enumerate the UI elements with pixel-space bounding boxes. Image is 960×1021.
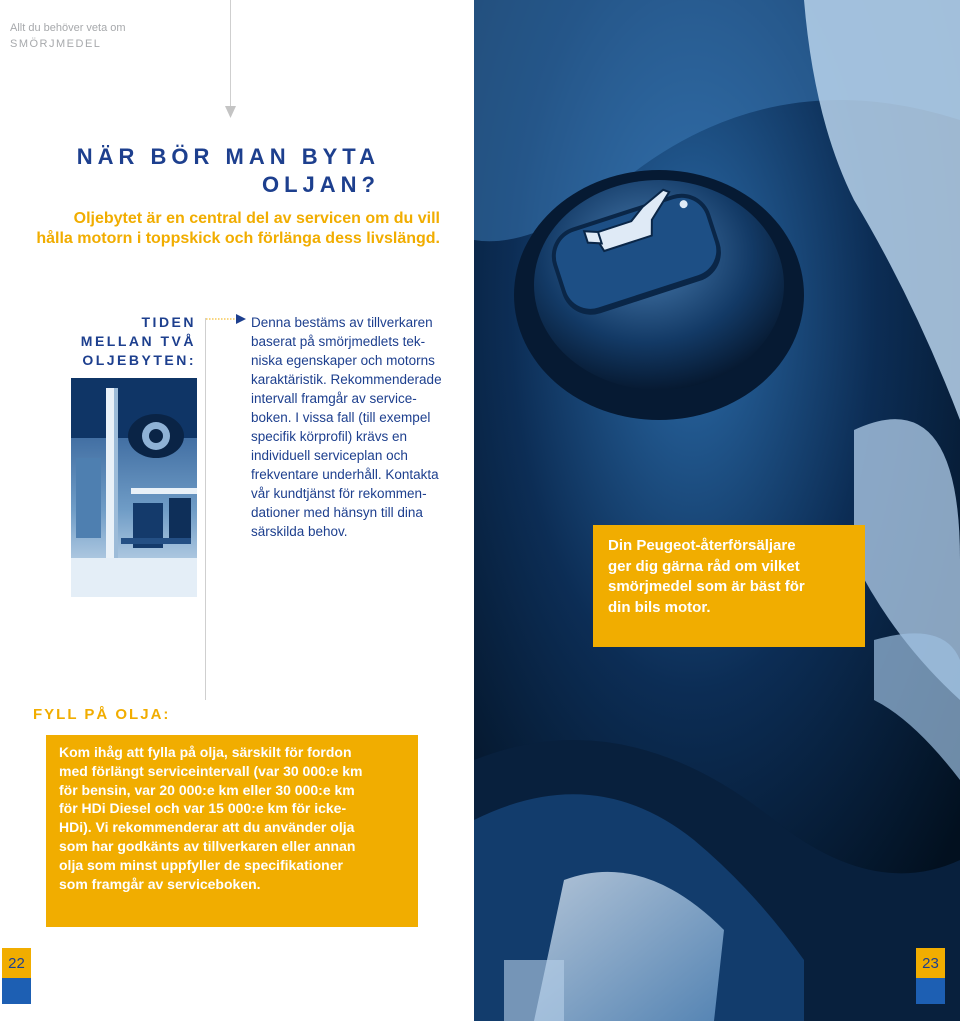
heading-line: OLJEBYTEN: — [82, 352, 196, 368]
box-line: med förlängt serviceintervall (var 30 000:e km — [59, 762, 363, 779]
box-line: olja som minst uppfyller de specifikationer — [59, 856, 343, 873]
body-line: specifik körprofil) krävs en — [251, 429, 408, 444]
page-number-text: 23 — [916, 948, 945, 978]
running-header — [10, 20, 126, 52]
header-line-2: SMÖRJMEDEL — [10, 38, 102, 50]
body-line: karaktäristik. Rekommenderade — [251, 372, 442, 387]
section-heading-top-up: FYLL PÅ OLJA: — [33, 706, 171, 723]
body-line: baserat på smörjmedlets tek- — [251, 334, 426, 349]
page-number-right — [916, 948, 945, 1004]
page-tab-blue — [916, 978, 945, 1004]
section-heading-interval — [40, 313, 196, 370]
arrow-down-icon — [225, 106, 236, 119]
callout-line: smörjmedel som är bäst för — [608, 578, 805, 595]
box-line: för HDi Diesel och var 15 000:e km för icke- — [59, 800, 347, 817]
section-divider-line — [205, 318, 206, 700]
garage-lift-photo — [71, 378, 197, 597]
body-line: särskilda behov. — [251, 524, 348, 539]
box-line: för bensin, var 20 000:e km eller 30 000:e km — [59, 781, 355, 798]
body-line: niska egenskaper och motorns — [251, 353, 435, 368]
title-line-2: OLJAN? — [262, 172, 380, 197]
intro-text — [20, 209, 440, 249]
callout-line: Din Peugeot-återförsäljare — [608, 537, 796, 554]
header-line-1: Allt du behöver veta om — [10, 22, 126, 34]
engine-oil-cap-photo — [474, 0, 960, 1021]
box-line: som har godkänts av tillverkaren eller annan — [59, 837, 356, 854]
callout-line: din bils motor. — [608, 598, 711, 616]
box-line: HDi). Vi rekommenderar att du använder olja — [59, 819, 355, 836]
page-number-left — [2, 948, 31, 1004]
section-body-interval — [251, 313, 466, 541]
page-title — [20, 143, 380, 199]
arrow-right-icon — [204, 312, 246, 326]
callout-line: ger dig gärna råd om vilket — [608, 557, 800, 575]
heading-line: MELLAN TVÅ — [80, 333, 196, 349]
intro-line-1: Oljebytet är en central del av servicen om du vill — [73, 210, 440, 227]
intro-line-2: hålla motorn i toppskick och förlänga dess livslängd. — [36, 230, 440, 247]
top-up-info-box — [46, 735, 418, 927]
heading-line: TIDEN — [141, 314, 196, 330]
body-line: boken. I vissa fall (till exempel — [251, 410, 431, 425]
body-line: individuell serviceplan och — [251, 448, 408, 463]
page-tab-blue — [2, 978, 31, 1004]
body-line: intervall framgår av service- — [251, 391, 417, 406]
body-line: vår kundtjänst för rekommen- — [251, 486, 427, 501]
box-line: Kom ihåg att fylla på olja, särskilt för fordon — [59, 744, 352, 760]
body-line: dationer med hänsyn till dina — [251, 505, 423, 520]
body-line: Denna bestäms av tillverkaren — [251, 315, 433, 330]
box-line: som framgår av serviceboken. — [59, 875, 261, 892]
title-line-1: NÄR BÖR MAN BYTA — [76, 144, 380, 169]
page-number-text: 22 — [2, 948, 31, 978]
dealer-advice-callout — [593, 525, 865, 647]
body-line: frekventare underhåll. Kontakta — [251, 467, 439, 482]
vertical-guide-line — [230, 0, 231, 108]
